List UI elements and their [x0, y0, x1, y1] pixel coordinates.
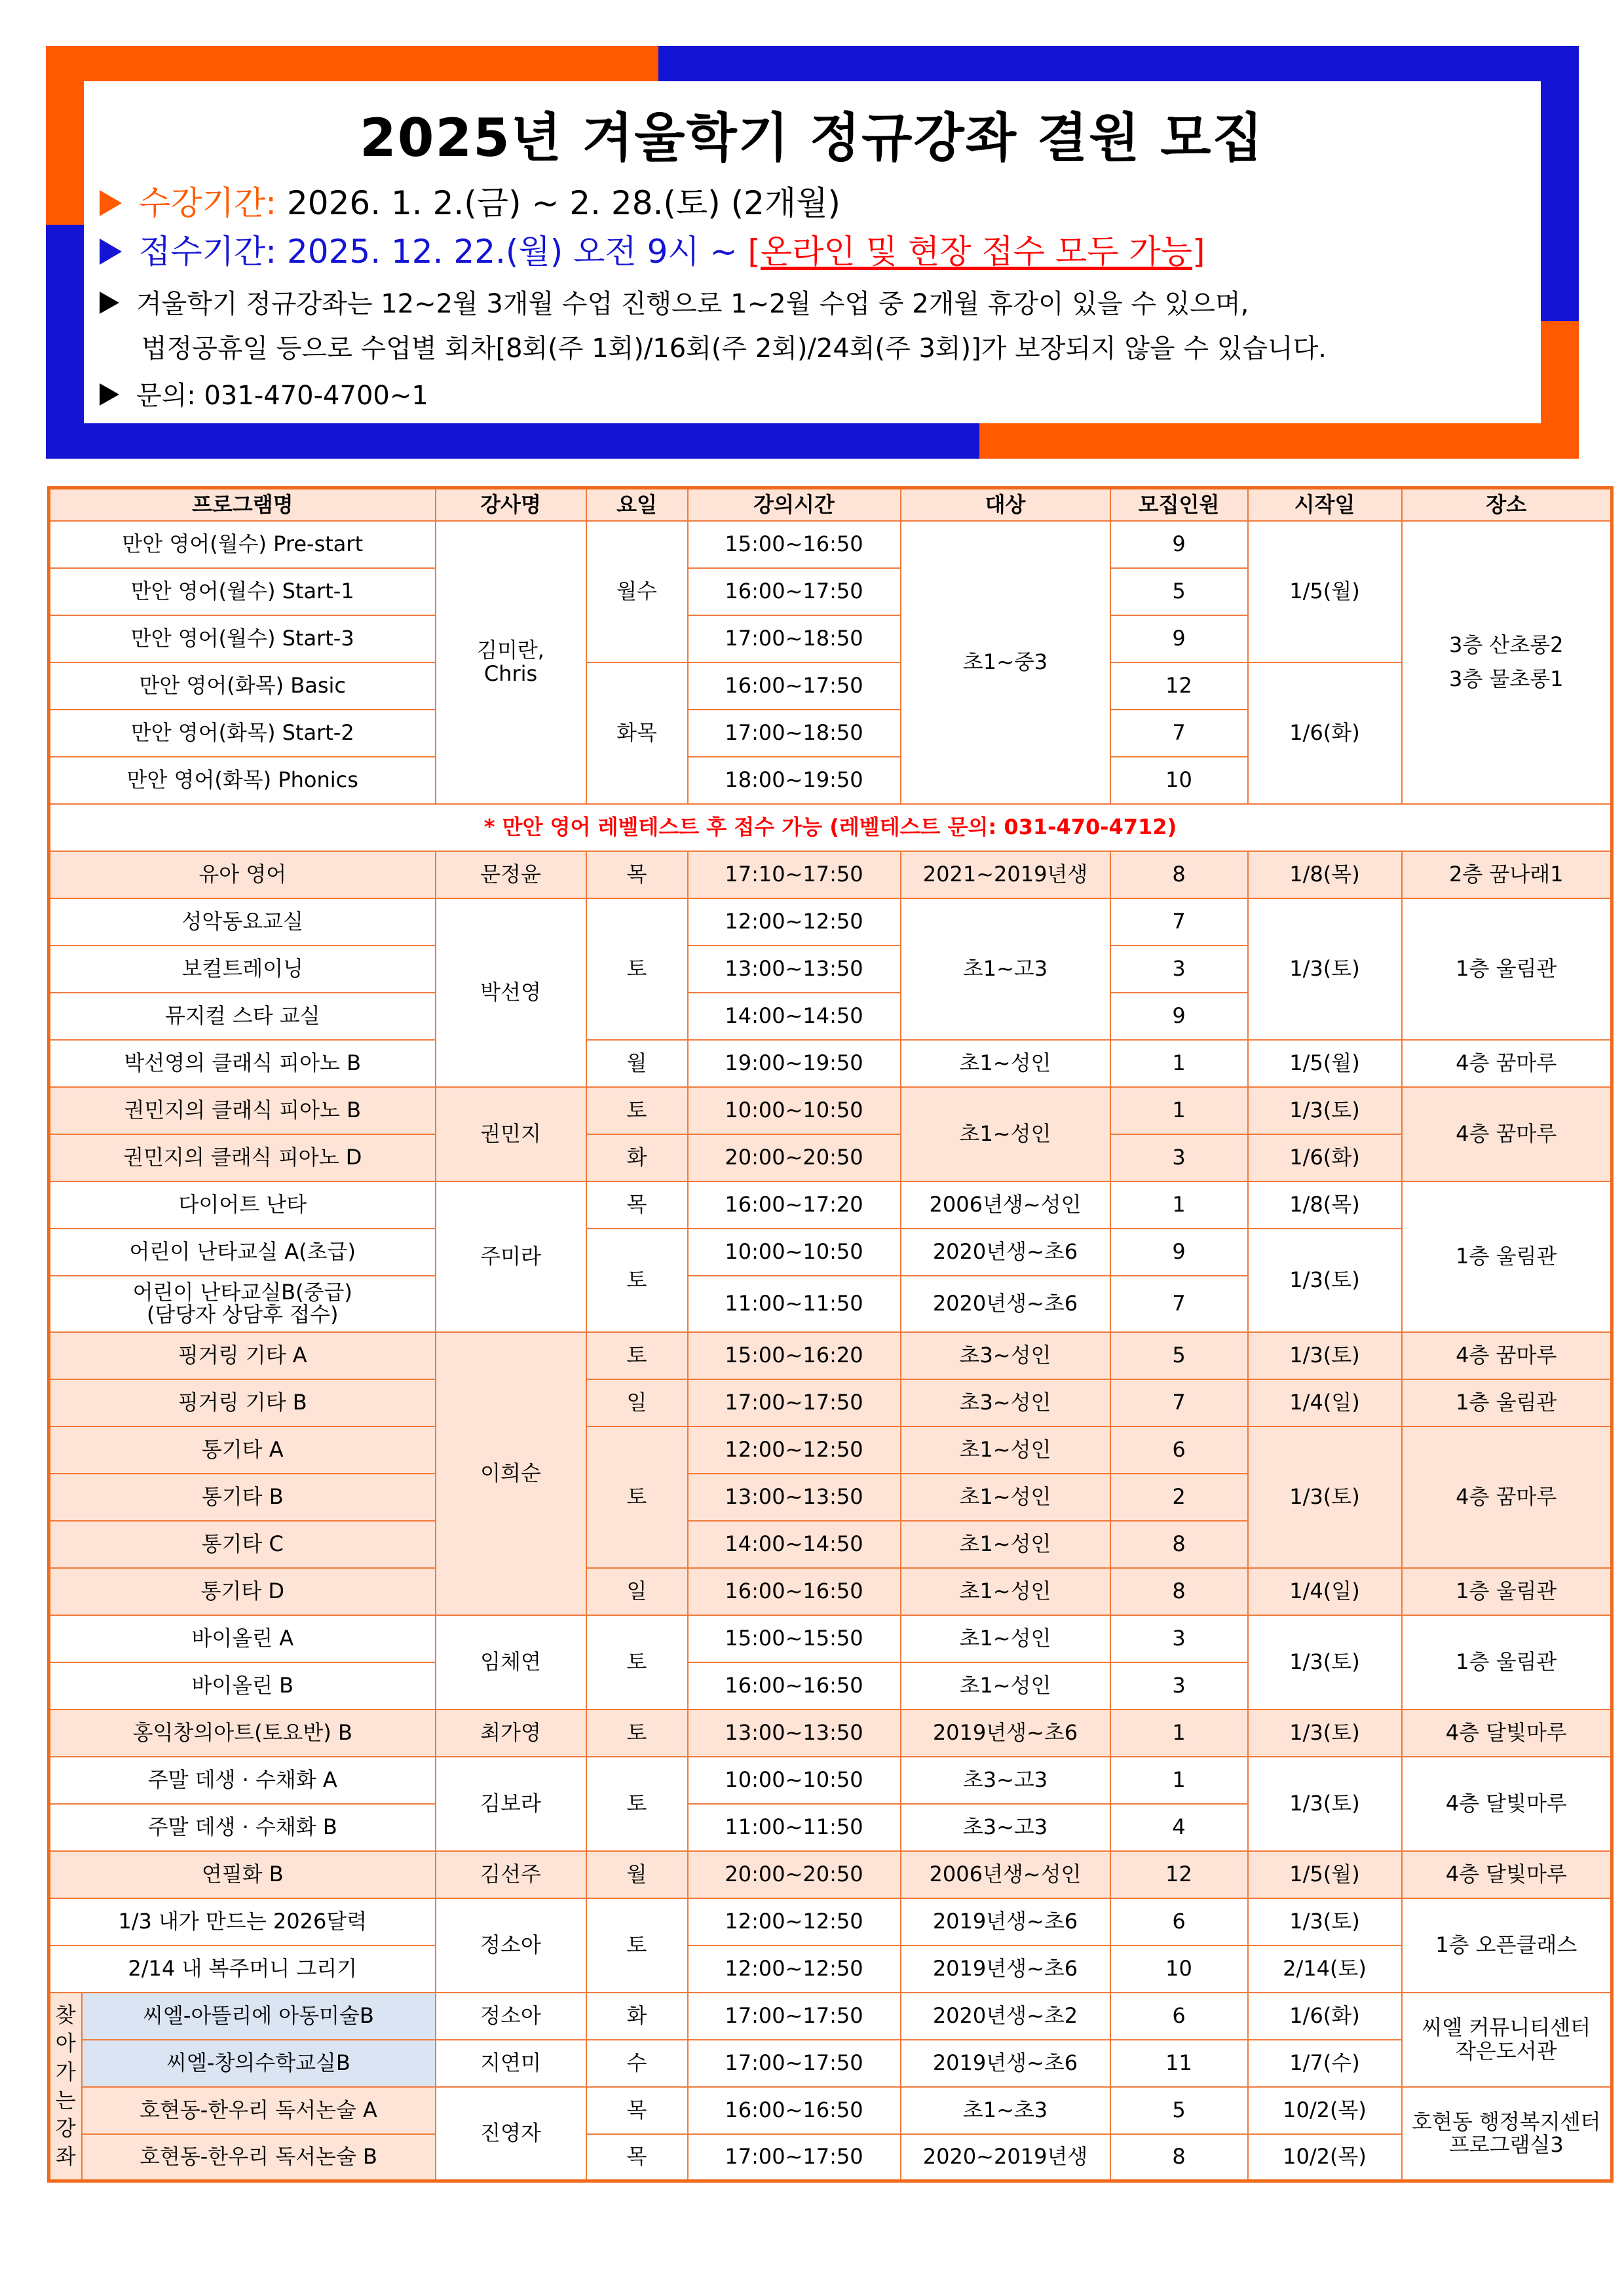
- day-cell: 토: [586, 1229, 688, 1332]
- start-cell: 1/7(수): [1248, 2040, 1402, 2087]
- program-cell: 다이어트 난타: [49, 1181, 436, 1229]
- start-cell: 1/3(토): [1248, 1332, 1402, 1379]
- program-cell: 뮤지컬 스타 교실: [49, 993, 436, 1040]
- time-cell: 11:00~11:50: [688, 1276, 901, 1332]
- program-cell: 만안 영어(월수) Start-1: [49, 568, 436, 615]
- time-cell: 12:00~12:50: [688, 1945, 901, 1993]
- target-cell: 초1~성인: [901, 1662, 1110, 1710]
- start-cell: 1/6(화): [1248, 1993, 1402, 2040]
- col-header-target: 대상: [901, 488, 1110, 521]
- program-cell: 핑거링 기타 B: [49, 1379, 436, 1426]
- col-header-count: 모집인원: [1110, 488, 1248, 521]
- count-cell: 7: [1110, 1276, 1248, 1332]
- day-cell: 화목: [586, 662, 688, 804]
- col-header-program: 프로그램명: [49, 488, 436, 521]
- level-test-note: * 만안 영어 레벨테스트 후 접수 가능 (레벨테스트 문의: 031-470-4712): [49, 804, 1612, 851]
- count-cell: 8: [1110, 2134, 1248, 2181]
- day-cell: 토: [586, 1710, 688, 1757]
- program-cell: 연필화 B: [49, 1851, 436, 1898]
- day-cell: 일: [586, 1568, 688, 1615]
- count-cell: 7: [1110, 898, 1248, 946]
- target-cell: 2020~2019년생: [901, 2134, 1110, 2181]
- count-cell: 9: [1110, 1229, 1248, 1276]
- program-cell: 씨엘-아뜰리에 아동미술B: [82, 1993, 436, 2040]
- teacher-cell: 박선영: [436, 898, 586, 1087]
- day-cell: 목: [586, 2087, 688, 2134]
- contact-value: 031-470-4700~1: [204, 381, 428, 411]
- target-cell: 초1~성인: [901, 1426, 1110, 1474]
- time-cell: 13:00~13:50: [688, 1474, 901, 1521]
- day-cell: 화: [586, 1134, 688, 1181]
- start-cell: 2/14(토): [1248, 1945, 1402, 1993]
- table-row: [49, 1945, 1612, 1993]
- table-row: [49, 851, 1612, 898]
- table-row: [49, 1134, 1612, 1181]
- target-cell: 초1~성인: [901, 1474, 1110, 1521]
- registration-method: [온라인 및 현장 접수 모두 가능]: [747, 233, 1205, 271]
- target-cell: 2020년생~초2: [901, 1993, 1110, 2040]
- teacher-cell: 지연미: [436, 2040, 586, 2087]
- table-row: [49, 898, 1612, 946]
- table-row: [49, 1087, 1612, 1134]
- table-row: [49, 1993, 1612, 2040]
- teacher-cell: 문정윤: [436, 851, 586, 898]
- triangle-bullet-icon: [100, 239, 122, 265]
- count-cell: 3: [1110, 1662, 1248, 1710]
- count-cell: 9: [1110, 615, 1248, 662]
- target-cell: 초1~성인: [901, 1087, 1110, 1181]
- time-cell: 10:00~10:50: [688, 1757, 901, 1804]
- time-cell: 17:10~17:50: [688, 851, 901, 898]
- table-row: [49, 1710, 1612, 1757]
- program-cell: 어린이 난타교실B(중급) (담당자 상담후 접수): [49, 1276, 436, 1332]
- place-cell: 씨엘 커뮤니티센터 작은도서관: [1402, 1993, 1612, 2087]
- program-cell: 바이올린 A: [49, 1615, 436, 1662]
- time-cell: 17:00~17:50: [688, 1993, 901, 2040]
- start-cell: 10/2(목): [1248, 2087, 1402, 2134]
- time-cell: 13:00~13:50: [688, 1710, 901, 1757]
- time-cell: 12:00~12:50: [688, 898, 901, 946]
- time-cell: 10:00~10:50: [688, 1229, 901, 1276]
- day-cell: 토: [586, 1332, 688, 1379]
- place-cell: 4층 꿈마루: [1402, 1426, 1612, 1568]
- count-cell: 7: [1110, 1379, 1248, 1426]
- time-cell: 16:00~16:50: [688, 1568, 901, 1615]
- count-cell: 10: [1110, 757, 1248, 804]
- table-row: [49, 1615, 1612, 1662]
- program-cell: 통기타 C: [49, 1521, 436, 1568]
- teacher-cell: 주미라: [436, 1181, 586, 1332]
- time-cell: 12:00~12:50: [688, 1898, 901, 1945]
- program-cell: 만안 영어(월수) Start-3: [49, 615, 436, 662]
- target-cell: 2019년생~초6: [901, 2040, 1110, 2087]
- day-cell: 토: [586, 898, 688, 1040]
- notice-text-2: 법정공휴일 등으로 수업별 회차[8회(주 1회)/16회(주 2회)/24회(주 3회)]가 보장되지 않을 수 있습니다.: [142, 334, 1327, 364]
- teacher-cell: 정소아: [436, 1993, 586, 2040]
- start-cell: 1/8(목): [1248, 851, 1402, 898]
- time-cell: 16:00~17:20: [688, 1181, 901, 1229]
- table-row: [49, 1851, 1612, 1898]
- count-cell: 6: [1110, 1426, 1248, 1474]
- notice-line-2: [142, 328, 1327, 365]
- col-header-day: 요일: [586, 488, 688, 521]
- target-cell: 2019년생~초6: [901, 1898, 1110, 1945]
- target-cell: 초1~성인: [901, 1521, 1110, 1568]
- day-cell: 월: [586, 1040, 688, 1087]
- target-cell: 2021~2019년생: [901, 851, 1110, 898]
- program-cell: 권민지의 클래식 피아노 B: [49, 1087, 436, 1134]
- day-cell: 월수: [586, 521, 688, 662]
- time-cell: 14:00~14:50: [688, 1521, 901, 1568]
- time-cell: 19:00~19:50: [688, 1040, 901, 1087]
- table-row: [49, 662, 1612, 710]
- target-cell: 초1~초3: [901, 2087, 1110, 2134]
- program-cell: 성악동요교실: [49, 898, 436, 946]
- place-cell: 4층 꿈마루: [1402, 1087, 1612, 1181]
- place-cell: 호현동 행정복지센터 프로그램실3: [1402, 2087, 1612, 2181]
- target-cell: 초1~고3: [901, 898, 1110, 1040]
- target-cell: 초3~성인: [901, 1379, 1110, 1426]
- place-cell: 4층 꿈마루: [1402, 1040, 1612, 1087]
- place-cell: 4층 달빛마루: [1402, 1757, 1612, 1851]
- triangle-bullet-icon: [100, 383, 119, 406]
- program-cell: 호현동-한우리 독서논술 B: [82, 2134, 436, 2181]
- count-cell: 11: [1110, 2040, 1248, 2087]
- target-cell: 2006년생~성인: [901, 1851, 1110, 1898]
- program-cell: 권민지의 클래식 피아노 D: [49, 1134, 436, 1181]
- count-cell: 1: [1110, 1087, 1248, 1134]
- teacher-cell: 김미란, Chris: [436, 521, 586, 804]
- start-cell: 1/3(토): [1248, 1757, 1402, 1851]
- count-cell: 1: [1110, 1757, 1248, 1804]
- start-cell: 1/3(토): [1248, 1898, 1402, 1945]
- time-cell: 17:00~18:50: [688, 615, 901, 662]
- start-cell: 1/3(토): [1248, 1426, 1402, 1568]
- table-row: [49, 2040, 1612, 2087]
- program-cell: 2/14 내 복주머니 그리기: [49, 1945, 436, 1993]
- program-cell: 통기타 B: [49, 1474, 436, 1521]
- target-cell: 2020년생~초6: [901, 1229, 1110, 1276]
- time-cell: 17:00~17:50: [688, 2040, 901, 2087]
- table-row: [49, 1568, 1612, 1615]
- start-cell: 1/8(목): [1248, 1181, 1402, 1229]
- time-cell: 18:00~19:50: [688, 757, 901, 804]
- col-header-place: 장소: [1402, 488, 1612, 521]
- place-cell: 1층 울림관: [1402, 898, 1612, 1040]
- start-cell: 1/5(월): [1248, 1040, 1402, 1087]
- time-cell: 17:00~18:50: [688, 710, 901, 757]
- program-cell: 통기타 A: [49, 1426, 436, 1474]
- day-cell: 토: [586, 1898, 688, 1993]
- table-row: [49, 1898, 1612, 1945]
- day-cell: 수: [586, 2040, 688, 2087]
- level-test-note-row: [49, 804, 1612, 851]
- program-cell: 주말 데생 · 수채화 B: [49, 1804, 436, 1851]
- visiting-course-label-text: 찾아가는 강좌: [55, 2002, 76, 2170]
- table-header-row: [49, 488, 1612, 521]
- place-cell: 1층 울림관: [1402, 1181, 1612, 1332]
- notice-line-1: [100, 283, 1249, 320]
- time-cell: 16:00~17:50: [688, 662, 901, 710]
- program-cell: 만안 영어(화목) Basic: [49, 662, 436, 710]
- target-cell: 초1~중3: [901, 521, 1110, 804]
- day-cell: 일: [586, 1379, 688, 1426]
- start-cell: 1/3(토): [1248, 1087, 1402, 1134]
- registration-line: [100, 225, 1205, 273]
- table-row: [49, 1040, 1612, 1087]
- count-cell: 3: [1110, 946, 1248, 993]
- start-cell: 1/6(화): [1248, 1134, 1402, 1181]
- time-cell: 12:00~12:50: [688, 1426, 901, 1474]
- time-cell: 11:00~11:50: [688, 1804, 901, 1851]
- program-cell: 통기타 D: [49, 1568, 436, 1615]
- count-cell: 5: [1110, 2087, 1248, 2134]
- day-cell: 토: [586, 1757, 688, 1851]
- place-cell: 4층 달빛마루: [1402, 1710, 1612, 1757]
- day-cell: 화: [586, 1993, 688, 2040]
- place-cell: 1층 울림관: [1402, 1379, 1612, 1426]
- target-cell: 초1~성인: [901, 1040, 1110, 1087]
- triangle-bullet-icon: [100, 292, 119, 314]
- day-cell: 목: [586, 851, 688, 898]
- contact-label: 문의:: [136, 381, 196, 411]
- col-header-start: 시작일: [1248, 488, 1402, 521]
- program-cell: 호현동-한우리 독서논술 A: [82, 2087, 436, 2134]
- frame-band-top-blue: [658, 46, 1579, 81]
- time-cell: 20:00~20:50: [688, 1134, 901, 1181]
- count-cell: 9: [1110, 993, 1248, 1040]
- start-cell: 1/6(화): [1248, 662, 1402, 804]
- count-cell: 8: [1110, 851, 1248, 898]
- count-cell: 8: [1110, 1521, 1248, 1568]
- registration-label: 접수기간:: [139, 233, 277, 271]
- place-cell: 1층 오픈클래스: [1402, 1898, 1612, 1993]
- program-cell: 홍익창의아트(토요반) B: [49, 1710, 436, 1757]
- time-cell: 17:00~17:50: [688, 2134, 901, 2181]
- start-cell: 1/3(토): [1248, 1615, 1402, 1710]
- start-cell: 1/4(일): [1248, 1568, 1402, 1615]
- time-cell: 16:00~16:50: [688, 2087, 901, 2134]
- teacher-cell: 권민지: [436, 1087, 586, 1181]
- count-cell: 7: [1110, 710, 1248, 757]
- day-cell: 토: [586, 1087, 688, 1134]
- schedule-table: [47, 486, 1614, 2183]
- page-title: 2025년 겨울학기 정규강좌 결원 모집: [360, 107, 1264, 168]
- triangle-bullet-icon: [100, 190, 122, 216]
- start-cell: 1/3(토): [1248, 898, 1402, 1040]
- frame-band-bottom-orange: [979, 423, 1579, 459]
- period-label: 수강기간:: [139, 184, 277, 222]
- start-cell: 1/3(토): [1248, 1229, 1402, 1332]
- time-cell: 16:00~16:50: [688, 1662, 901, 1710]
- registration-value: 2025. 12. 22.(월) 오전 9시 ~: [286, 233, 738, 271]
- day-cell: 목: [586, 1181, 688, 1229]
- target-cell: 2006년생~성인: [901, 1181, 1110, 1229]
- contact-line: [100, 375, 428, 412]
- count-cell: 3: [1110, 1615, 1248, 1662]
- start-cell: 1/5(월): [1248, 521, 1402, 662]
- col-header-teacher: 강사명: [436, 488, 586, 521]
- teacher-cell: 진영자: [436, 2087, 586, 2181]
- count-cell: 1: [1110, 1040, 1248, 1087]
- target-cell: 2019년생~초6: [901, 1710, 1110, 1757]
- frame-band-right-blue: [1541, 46, 1579, 321]
- table-row: [49, 2134, 1612, 2181]
- start-cell: 1/3(토): [1248, 1710, 1402, 1757]
- place-cell: 1층 울림관: [1402, 1568, 1612, 1615]
- col-header-time: 강의시간: [688, 488, 901, 521]
- target-cell: 2020년생~초6: [901, 1276, 1110, 1332]
- program-cell: 만안 영어(월수) Pre-start: [49, 521, 436, 568]
- table-row: [49, 1332, 1612, 1379]
- time-cell: 15:00~16:50: [688, 521, 901, 568]
- count-cell: 10: [1110, 1945, 1248, 1993]
- program-cell: 보컬트레이닝: [49, 946, 436, 993]
- period-value: 2026. 1. 2.(금) ~ 2. 28.(토) (2개월): [286, 184, 841, 222]
- frame-band-top-orange: [46, 46, 658, 81]
- count-cell: 6: [1110, 1993, 1248, 2040]
- table-row: [49, 2087, 1612, 2134]
- table-row: [49, 521, 1612, 568]
- place-cell: 1층 울림관: [1402, 1615, 1612, 1710]
- program-cell: 박선영의 클래식 피아노 B: [49, 1040, 436, 1087]
- program-cell: 만안 영어(화목) Phonics: [49, 757, 436, 804]
- day-cell: 토: [586, 1426, 688, 1568]
- day-cell: 목: [586, 2134, 688, 2181]
- teacher-cell: 임체연: [436, 1615, 586, 1710]
- time-cell: 14:00~14:50: [688, 993, 901, 1040]
- frame-band-bottom-blue: [46, 423, 979, 459]
- count-cell: 5: [1110, 568, 1248, 615]
- count-cell: 12: [1110, 1851, 1248, 1898]
- time-cell: 16:00~17:50: [688, 568, 901, 615]
- program-cell: 바이올린 B: [49, 1662, 436, 1710]
- teacher-cell: 김보라: [436, 1757, 586, 1851]
- count-cell: 1: [1110, 1181, 1248, 1229]
- time-cell: 15:00~15:50: [688, 1615, 901, 1662]
- program-cell: 만안 영어(화목) Start-2: [49, 710, 436, 757]
- time-cell: 17:00~17:50: [688, 1379, 901, 1426]
- teacher-cell: 김선주: [436, 1851, 586, 1898]
- teacher-cell: 정소아: [436, 1898, 586, 1993]
- time-cell: 10:00~10:50: [688, 1087, 901, 1134]
- time-cell: 13:00~13:50: [688, 946, 901, 993]
- count-cell: 3: [1110, 1134, 1248, 1181]
- place-cell: 4층 꿈마루: [1402, 1332, 1612, 1379]
- start-cell: 1/5(월): [1248, 1851, 1402, 1898]
- count-cell: 4: [1110, 1804, 1248, 1851]
- program-cell: 주말 데생 · 수채화 A: [49, 1757, 436, 1804]
- target-cell: 초1~성인: [901, 1615, 1110, 1662]
- start-cell: 10/2(목): [1248, 2134, 1402, 2181]
- target-cell: 2019년생~초6: [901, 1945, 1110, 1993]
- count-cell: 12: [1110, 662, 1248, 710]
- period-line: [100, 177, 840, 224]
- teacher-cell: 이희순: [436, 1332, 586, 1615]
- table-row: [49, 1379, 1612, 1426]
- time-cell: 20:00~20:50: [688, 1851, 901, 1898]
- target-cell: 초3~고3: [901, 1804, 1110, 1851]
- program-cell: 유아 영어: [49, 851, 436, 898]
- count-cell: 1: [1110, 1710, 1248, 1757]
- program-cell: 씨엘-창의수학교실B: [82, 2040, 436, 2087]
- target-cell: 초3~고3: [901, 1757, 1110, 1804]
- place-cell: 2층 꿈나래1: [1402, 851, 1612, 898]
- visiting-course-label: [49, 1993, 82, 2181]
- table-row: [49, 1181, 1612, 1229]
- target-cell: 초3~성인: [901, 1332, 1110, 1379]
- table-row: [49, 1757, 1612, 1804]
- start-cell: 1/4(일): [1248, 1379, 1402, 1426]
- day-cell: 월: [586, 1851, 688, 1898]
- table-row: [49, 1426, 1612, 1474]
- count-cell: 5: [1110, 1332, 1248, 1379]
- count-cell: 6: [1110, 1898, 1248, 1945]
- program-cell: 어린이 난타교실 A(초급): [49, 1229, 436, 1276]
- day-cell: 토: [586, 1615, 688, 1710]
- table-row: [49, 1229, 1612, 1276]
- place-cell: 3층 산초롱2 3층 물초롱1: [1402, 521, 1612, 804]
- target-cell: 초1~성인: [901, 1568, 1110, 1615]
- count-cell: 2: [1110, 1474, 1248, 1521]
- count-cell: 9: [1110, 521, 1248, 568]
- count-cell: 8: [1110, 1568, 1248, 1615]
- teacher-cell: 최가영: [436, 1710, 586, 1757]
- time-cell: 15:00~16:20: [688, 1332, 901, 1379]
- place-cell: 4층 달빛마루: [1402, 1851, 1612, 1898]
- program-cell: 1/3 내가 만드는 2026달력: [49, 1898, 436, 1945]
- program-cell: 핑거링 기타 A: [49, 1332, 436, 1379]
- notice-text-1: 겨울학기 정규강좌는 12~2월 3개월 수업 진행으로 1~2월 수업 중 2개월 휴강이 있을 수 있으며,: [136, 289, 1249, 319]
